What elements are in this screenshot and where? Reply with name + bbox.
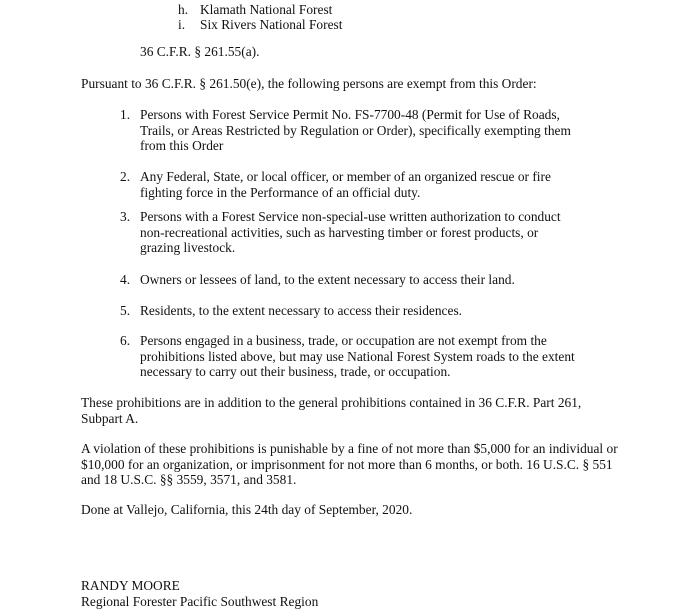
exemption-number: 4. <box>120 272 131 287</box>
exemption-item <box>120 272 580 288</box>
exemption-item <box>120 303 580 319</box>
forest-list-name: Klamath National Forest <box>200 2 333 17</box>
exemption-number: 5. <box>120 303 131 318</box>
exemption-text: Residents, to the extent necessary to access their residences. <box>140 303 463 318</box>
forest-list-marker: h. <box>178 2 189 17</box>
exemption-number: 1. <box>120 107 131 122</box>
signatory-title: Regional Forester Pacific Southwest Region <box>81 594 319 609</box>
exemption-number: 2. <box>120 169 131 184</box>
exemption-item <box>120 333 580 380</box>
forest-list-name: Six Rivers National Forest <box>200 17 343 32</box>
exemption-text: Persons with Forest Service Permit No. FS-7700-48 (Permit for Use of Roads, Trails, or Areas Restricted by Regulation or Order), specifically exempting them from this Order <box>140 107 571 154</box>
forest-list-item <box>178 17 342 33</box>
exemption-text: Owners or lessees of land, to the extent necessary to access their land. <box>140 272 515 287</box>
exemption-number: 3. <box>120 209 131 224</box>
exemption-item <box>120 169 580 200</box>
exemption-item <box>120 107 580 154</box>
forest-list-marker: i. <box>178 17 186 32</box>
exemption-intro: Pursuant to 36 C.F.R. § 261.50(e), the following persons are exempt from this Order: <box>81 76 537 91</box>
exemption-item <box>120 209 580 256</box>
forest-list-item <box>178 2 332 18</box>
exemption-number: 6. <box>120 333 131 348</box>
forest-list-citation: 36 C.F.R. § 261.55(a). <box>140 44 260 59</box>
exemption-text: Persons engaged in a business, trade, or occupation are not exempt from the prohibitions listed above, but may use National Forest System roads to the extent necessary to carry out their business, trade, or occupation. <box>140 333 575 380</box>
signatory-name: RANDY MOORE <box>81 578 180 593</box>
exemption-text: Any Federal, State, or local officer, or member of an organized rescue or fire fighting force in the Performance of an official duty. <box>140 169 551 200</box>
done-at-line: Done at Vallejo, California, this 24th day of September, 2020. <box>81 502 413 517</box>
exemption-text: Persons with a Forest Service non-special-use written authorization to conduct non-recreational activities, such as harvesting timber or forest products, or grazing livestock. <box>140 209 561 256</box>
additional-prohibitions: These prohibitions are in addition to the general prohibitions contained in 36 C.F.R. Part 261, Subpart A. <box>81 395 582 426</box>
penalty-paragraph: A violation of these prohibitions is punishable by a fine of not more than $5,000 for an individual or $10,000 for an organization, or imprisonment for not more than 6 months, or both. 16 U.S.C. § 551 and 18 U.S.C. §§ 3559, 3571, and 3581. <box>81 441 618 488</box>
